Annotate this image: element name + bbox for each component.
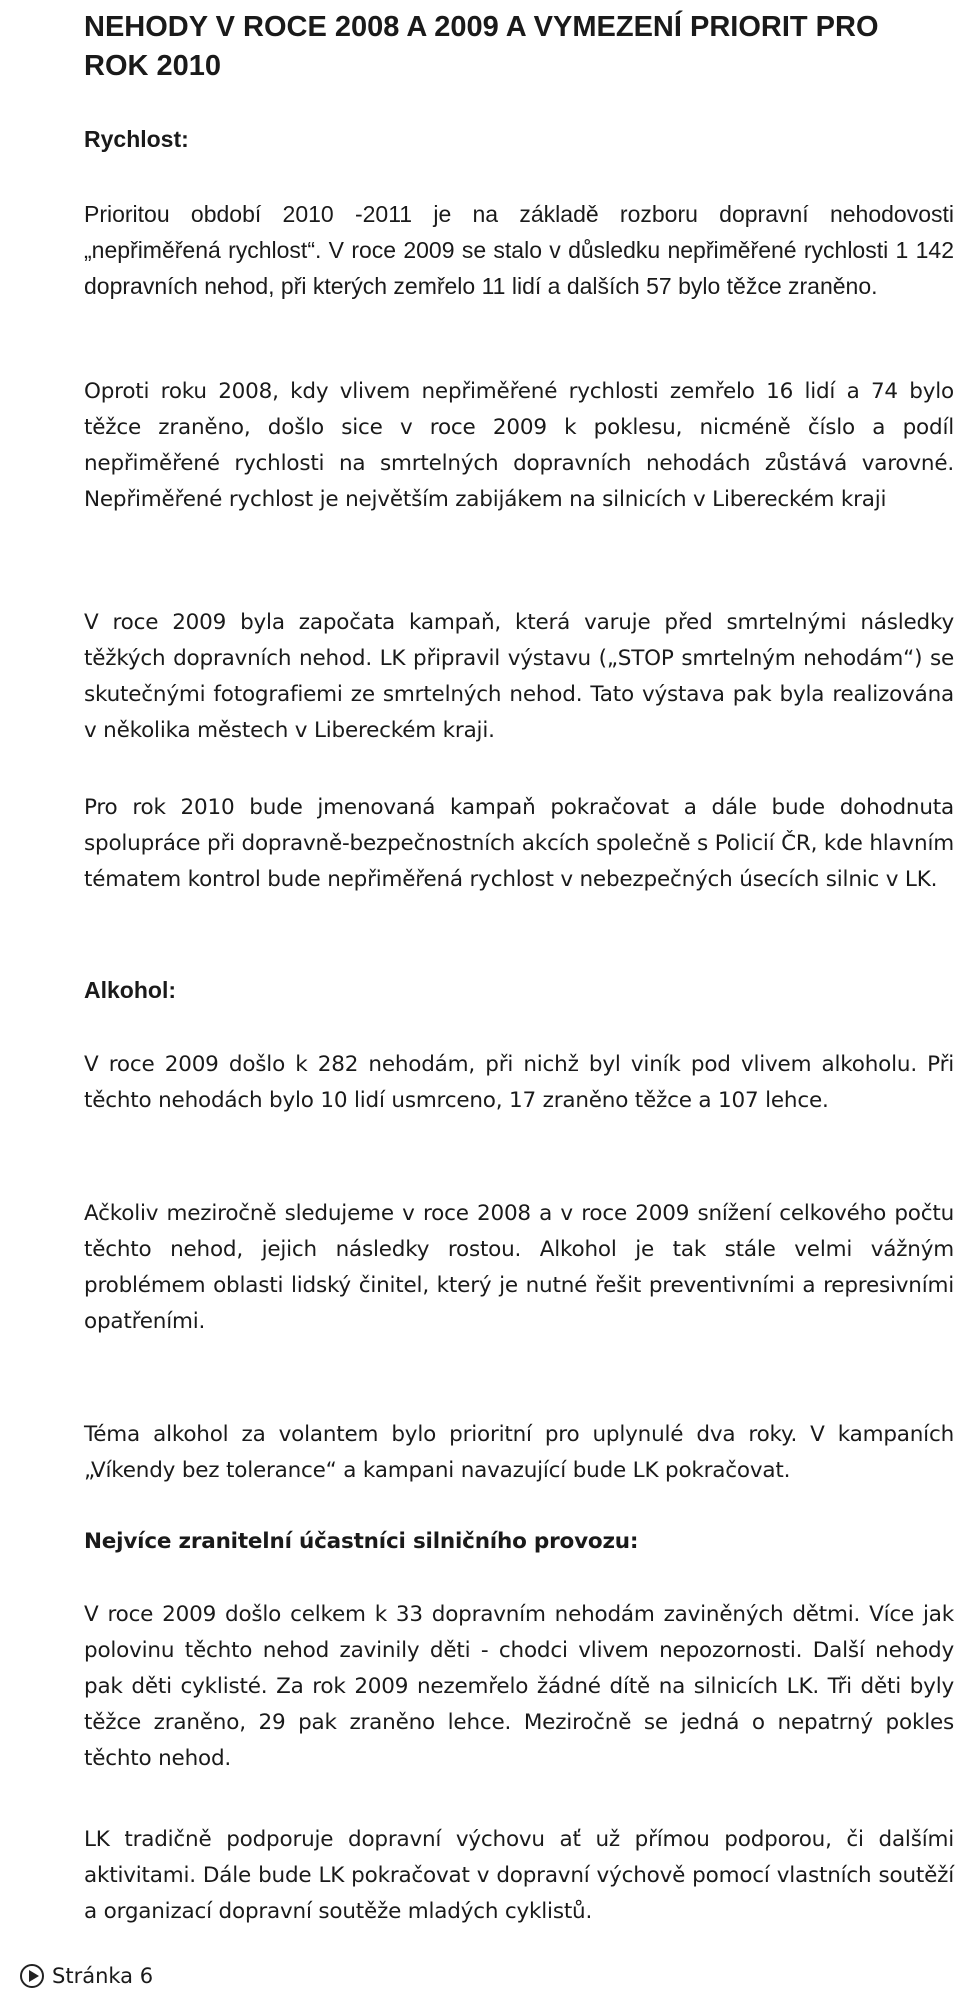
page-number: Stránka 6	[52, 1964, 154, 1988]
paragraph-alcohol-1: V roce 2009 došlo k 282 nehodám, při nichž byl viník pod vlivem alkoholu. Při těchto nehodách bylo 10 lidí usmrceno, 17 zraněno těžce a 107 lehce.	[84, 1052, 954, 1113]
paragraph-vulnerable-2: LK tradičně podporuje dopravní výchovu ať už přímou podporou, či dalšími aktivitami. Dále bude LK pokračovat v dopravní výchově pomocí vlastních soutěží a organizací dopravní soutěže mladých cyklistů.	[84, 1827, 954, 1924]
section-heading-speed: Rychlost:	[84, 126, 189, 152]
section-heading-alcohol: Alkohol:	[84, 977, 176, 1003]
document-title: NEHODY V ROCE 2008 A 2009 A VYMEZENÍ PRIORIT PRO ROK 2010	[84, 11, 879, 82]
paragraph-alcohol-2: Ačkoliv meziročně sledujeme v roce 2008 a v roce 2009 snížení celkového počtu těchto nehod, jejich následky rostou. Alkohol je tak stále velmi vážným problémem oblasti lidský činitel, který je nutné řešit preventivními a represivními opatřeními.	[84, 1201, 954, 1334]
paragraph-speed-4: Pro rok 2010 bude jmenovaná kampaň pokračovat a dále bude dohodnuta spolupráce při dopravně-bezpečnostních akcích společně s Policií ČR, kde hlavním tématem kontrol bude nepřiměřená rychlost v nebezpečných úsecích silnic v LK.	[84, 795, 954, 892]
paragraph-speed-3: V roce 2009 byla započata kampaň, která varuje před smrtelnými následky těžkých dopravních nehod. LK připravil výstavu („STOP smrtelným nehodám“) se skutečnými fotografiemi ze smrtelných nehod. Tato výstava pak byla realizována v několika městech v Libereckém kraji.	[84, 610, 954, 743]
paragraph-vulnerable-1: V roce 2009 došlo celkem k 33 dopravním nehodám zaviněných dětmi. Více jak polovinu těchto nehod zavinily děti - chodci vlivem nepozornosti. Další nehody pak děti cyklisté. Za rok 2009 nezemřelo žádné dítě na silnicích LK. Tři děti byly těžce zraněno, 29 pak zraněno lehce. Meziročně se jedná o nepatrný pokles těchto nehod.	[84, 1602, 954, 1771]
paragraph-speed-1: Prioritou období 2010 -2011 je na základě rozboru dopravní nehodovosti „nepřiměřená rychlost“. V roce 2009 se stalo v důsledku nepřiměřené rychlosti 1 142 dopravních nehod, při kterých zemřelo 11 lidí a dalších 57 bylo těžce zraněno.	[84, 201, 954, 299]
paragraph-speed-2: Oproti roku 2008, kdy vlivem nepřiměřené rychlosti zemřelo 16 lidí a 74 bylo těžce zraněno, došlo sice v roce 2009 k poklesu, nicméně číslo a podíl nepřiměřené rychlosti na smrtelných dopravních nehodách zůstává varovné. Nepřiměřené rychlost je největším zabijákem na silnicích v Libereckém kraji	[84, 379, 954, 512]
paragraph-alcohol-3: Téma alkohol za volantem bylo prioritní pro uplynulé dva roky. V kampaních „Víkendy bez tolerance“ a kampani navazující bude LK pokračovat.	[84, 1422, 954, 1483]
section-heading-vulnerable: Nejvíce zranitelní účastníci silničního provozu:	[84, 1529, 639, 1554]
play-icon	[20, 1964, 44, 1988]
page-footer	[20, 1962, 153, 1990]
